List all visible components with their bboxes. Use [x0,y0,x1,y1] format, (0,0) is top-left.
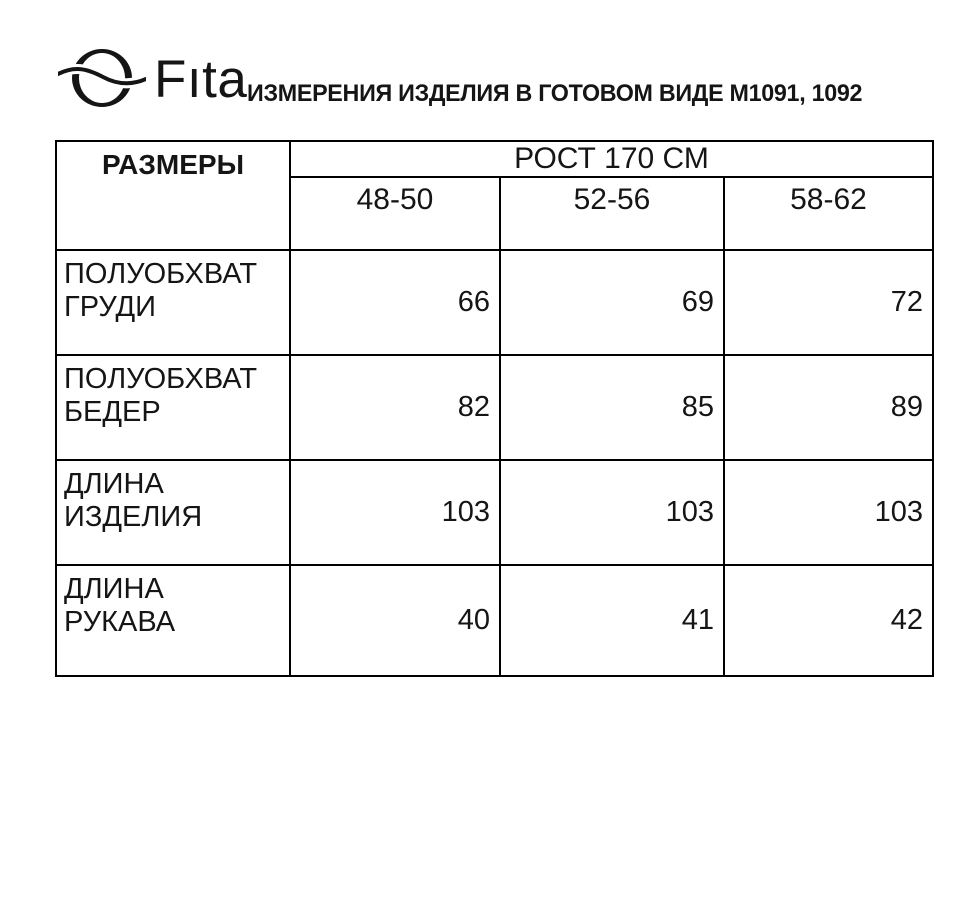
measurement-value: 103 [724,460,933,565]
measurement-value: 66 [290,250,500,355]
measurement-value: 89 [724,355,933,460]
table-header-row [56,141,933,177]
measurement-value: 85 [500,355,724,460]
corner-header-cell: РАЗМЕРЫ [56,141,290,250]
measurement-value: 72 [724,250,933,355]
measurement-value: 103 [290,460,500,565]
size-column-header: 52-56 [500,177,724,250]
brand-name: Fıta [154,50,248,109]
measurement-value: 82 [290,355,500,460]
page-title: ИЗМЕРЕНИЯ ИЗДЕЛИЯ В ГОТОВОМ ВИДЕ М1091, 1092 [247,80,863,107]
size-column-header: 58-62 [724,177,933,250]
globe-sash-icon [58,44,146,119]
height-group-header: РОСТ 170 СМ [290,141,933,177]
measurement-label: ДЛИНА РУКАВА [56,565,290,676]
brand-logo [58,44,247,119]
measurement-label: ДЛИНА ИЗДЕЛИЯ [56,460,290,565]
table-row [56,355,933,460]
measurement-label: ПОЛУОБХВАТ БЕДЕР [56,355,290,460]
size-column-header: 48-50 [290,177,500,250]
measurement-label: ПОЛУОБХВАТ ГРУДИ [56,250,290,355]
table-row [56,250,933,355]
size-table [55,140,934,677]
measurement-value: 42 [724,565,933,676]
measurement-value: 69 [500,250,724,355]
table-row [56,460,933,565]
measurement-value: 40 [290,565,500,676]
measurement-value: 41 [500,565,724,676]
measurement-value: 103 [500,460,724,565]
table-row [56,565,933,676]
